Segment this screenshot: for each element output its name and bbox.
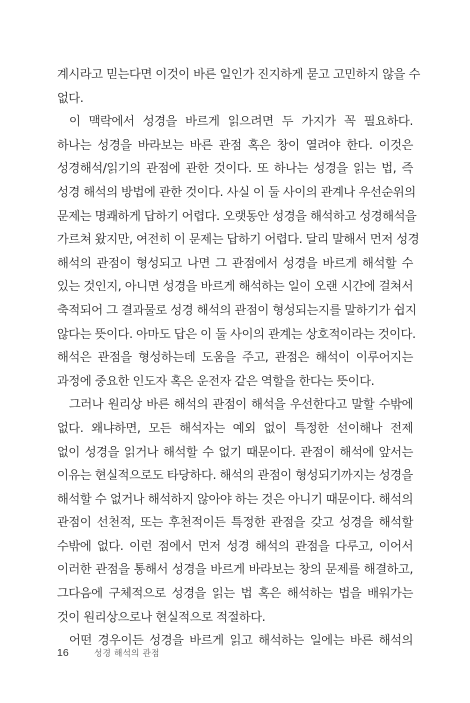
text-line: 축적되어 그 결과물로 성경 해석의 관점이 형성되는지를 말하기가 쉽지	[57, 302, 417, 317]
text-line: 성경 해석의 방법에 관한 것이다. 사실 이 둘 사이의 관계나 우선순위의	[57, 184, 416, 199]
text-line: 과정에 중요한 인도자 혹은 운전자 같은 역할을 한다는 뜻이다.	[57, 373, 375, 388]
text-line: 없다. 왜냐하면, 모든 해석자는 예외 없이 특정한 선이해나 전제	[57, 420, 413, 435]
page-footer	[57, 643, 160, 659]
text-line: 있는 것인지, 아니면 성경을 바르게 해석하는 일이 오랜 시간에 걸쳐서	[57, 279, 413, 294]
text-line: 이러한 관점을 통해서 성경을 바르게 바라보는 창의 문제를 해결하고,	[57, 562, 413, 577]
text-line: 것이 원리상으로나 현실적으로 적절하다.	[57, 609, 266, 624]
text-line: 없다.	[57, 90, 84, 105]
text-line: 수밖에 없다. 이런 점에서 먼저 성경 해석의 관점을 다루고, 이어서	[57, 538, 413, 553]
text-line: 않다는 뜻이다. 아마도 답은 이 둘 사이의 관계는 상호적이라는 것이다.	[57, 326, 416, 341]
text-line: 가르쳐 왔지만, 여전히 이 문제는 답하기 어렵다. 달리 말해서 먼저 성경	[57, 232, 420, 247]
body-text	[57, 63, 420, 653]
text-line: 관점이 선천적, 또는 후천적이든 특정한 관점을 갖고 성경을 해석할	[57, 515, 413, 530]
text-line: 해석할 수 없거나 해석하지 않아야 하는 것은 아니기 때문이다. 해석의	[57, 491, 413, 506]
paragraph-first-line: 어떤 경우이든 성경을 바르게 읽고 해석하는 일에는 바른 해석의	[69, 633, 413, 648]
text-line: 문제는 명쾌하게 답하기 어렵다. 오랫동안 성경을 해석하고 성경해석을	[57, 208, 417, 223]
paragraph-first-line: 그러나 원리상 바른 해석의 관점이 해석을 우선한다고 말할 수밖에	[69, 397, 413, 412]
paragraph-first-line: 이 맥락에서 성경을 바르게 읽으려면 두 가지가 꼭 필요하다.	[69, 114, 413, 129]
text-line: 이유는 현실적으로도 타당하다. 해석의 관점이 형성되기까지는 성경을	[57, 468, 413, 483]
text-line: 해석의 관점이 형성되고 나면 그 관점에서 성경을 바르게 해석할 수	[57, 255, 413, 270]
text-line: 계시라고 믿는다면 이것이 바른 일인가 진지하게 묻고 고민하지 않을 수	[57, 67, 420, 81]
text-line: 그다음에 구체적으로 성경을 읽는 법 혹은 해석하는 법을 배워가는	[57, 586, 413, 601]
running-title: 성경 해석의 관점	[94, 649, 160, 659]
text-line: 성경해석/읽기의 관점에 관한 것이다. 또 하나는 성경을 읽는 법, 즉	[57, 161, 413, 176]
text-line: 없이 성경을 읽거나 해석할 수 없기 때문이다. 관점이 해석에 앞서는	[57, 444, 413, 459]
text-line: 하나는 성경을 바라보는 바른 관점 혹은 창이 열려야 한다. 이것은	[57, 137, 413, 152]
text-line: 해석은 관점을 형성하는데 도움을 주고, 관점은 해석이 이루어지는	[57, 350, 413, 365]
page-number: 16	[57, 647, 69, 659]
